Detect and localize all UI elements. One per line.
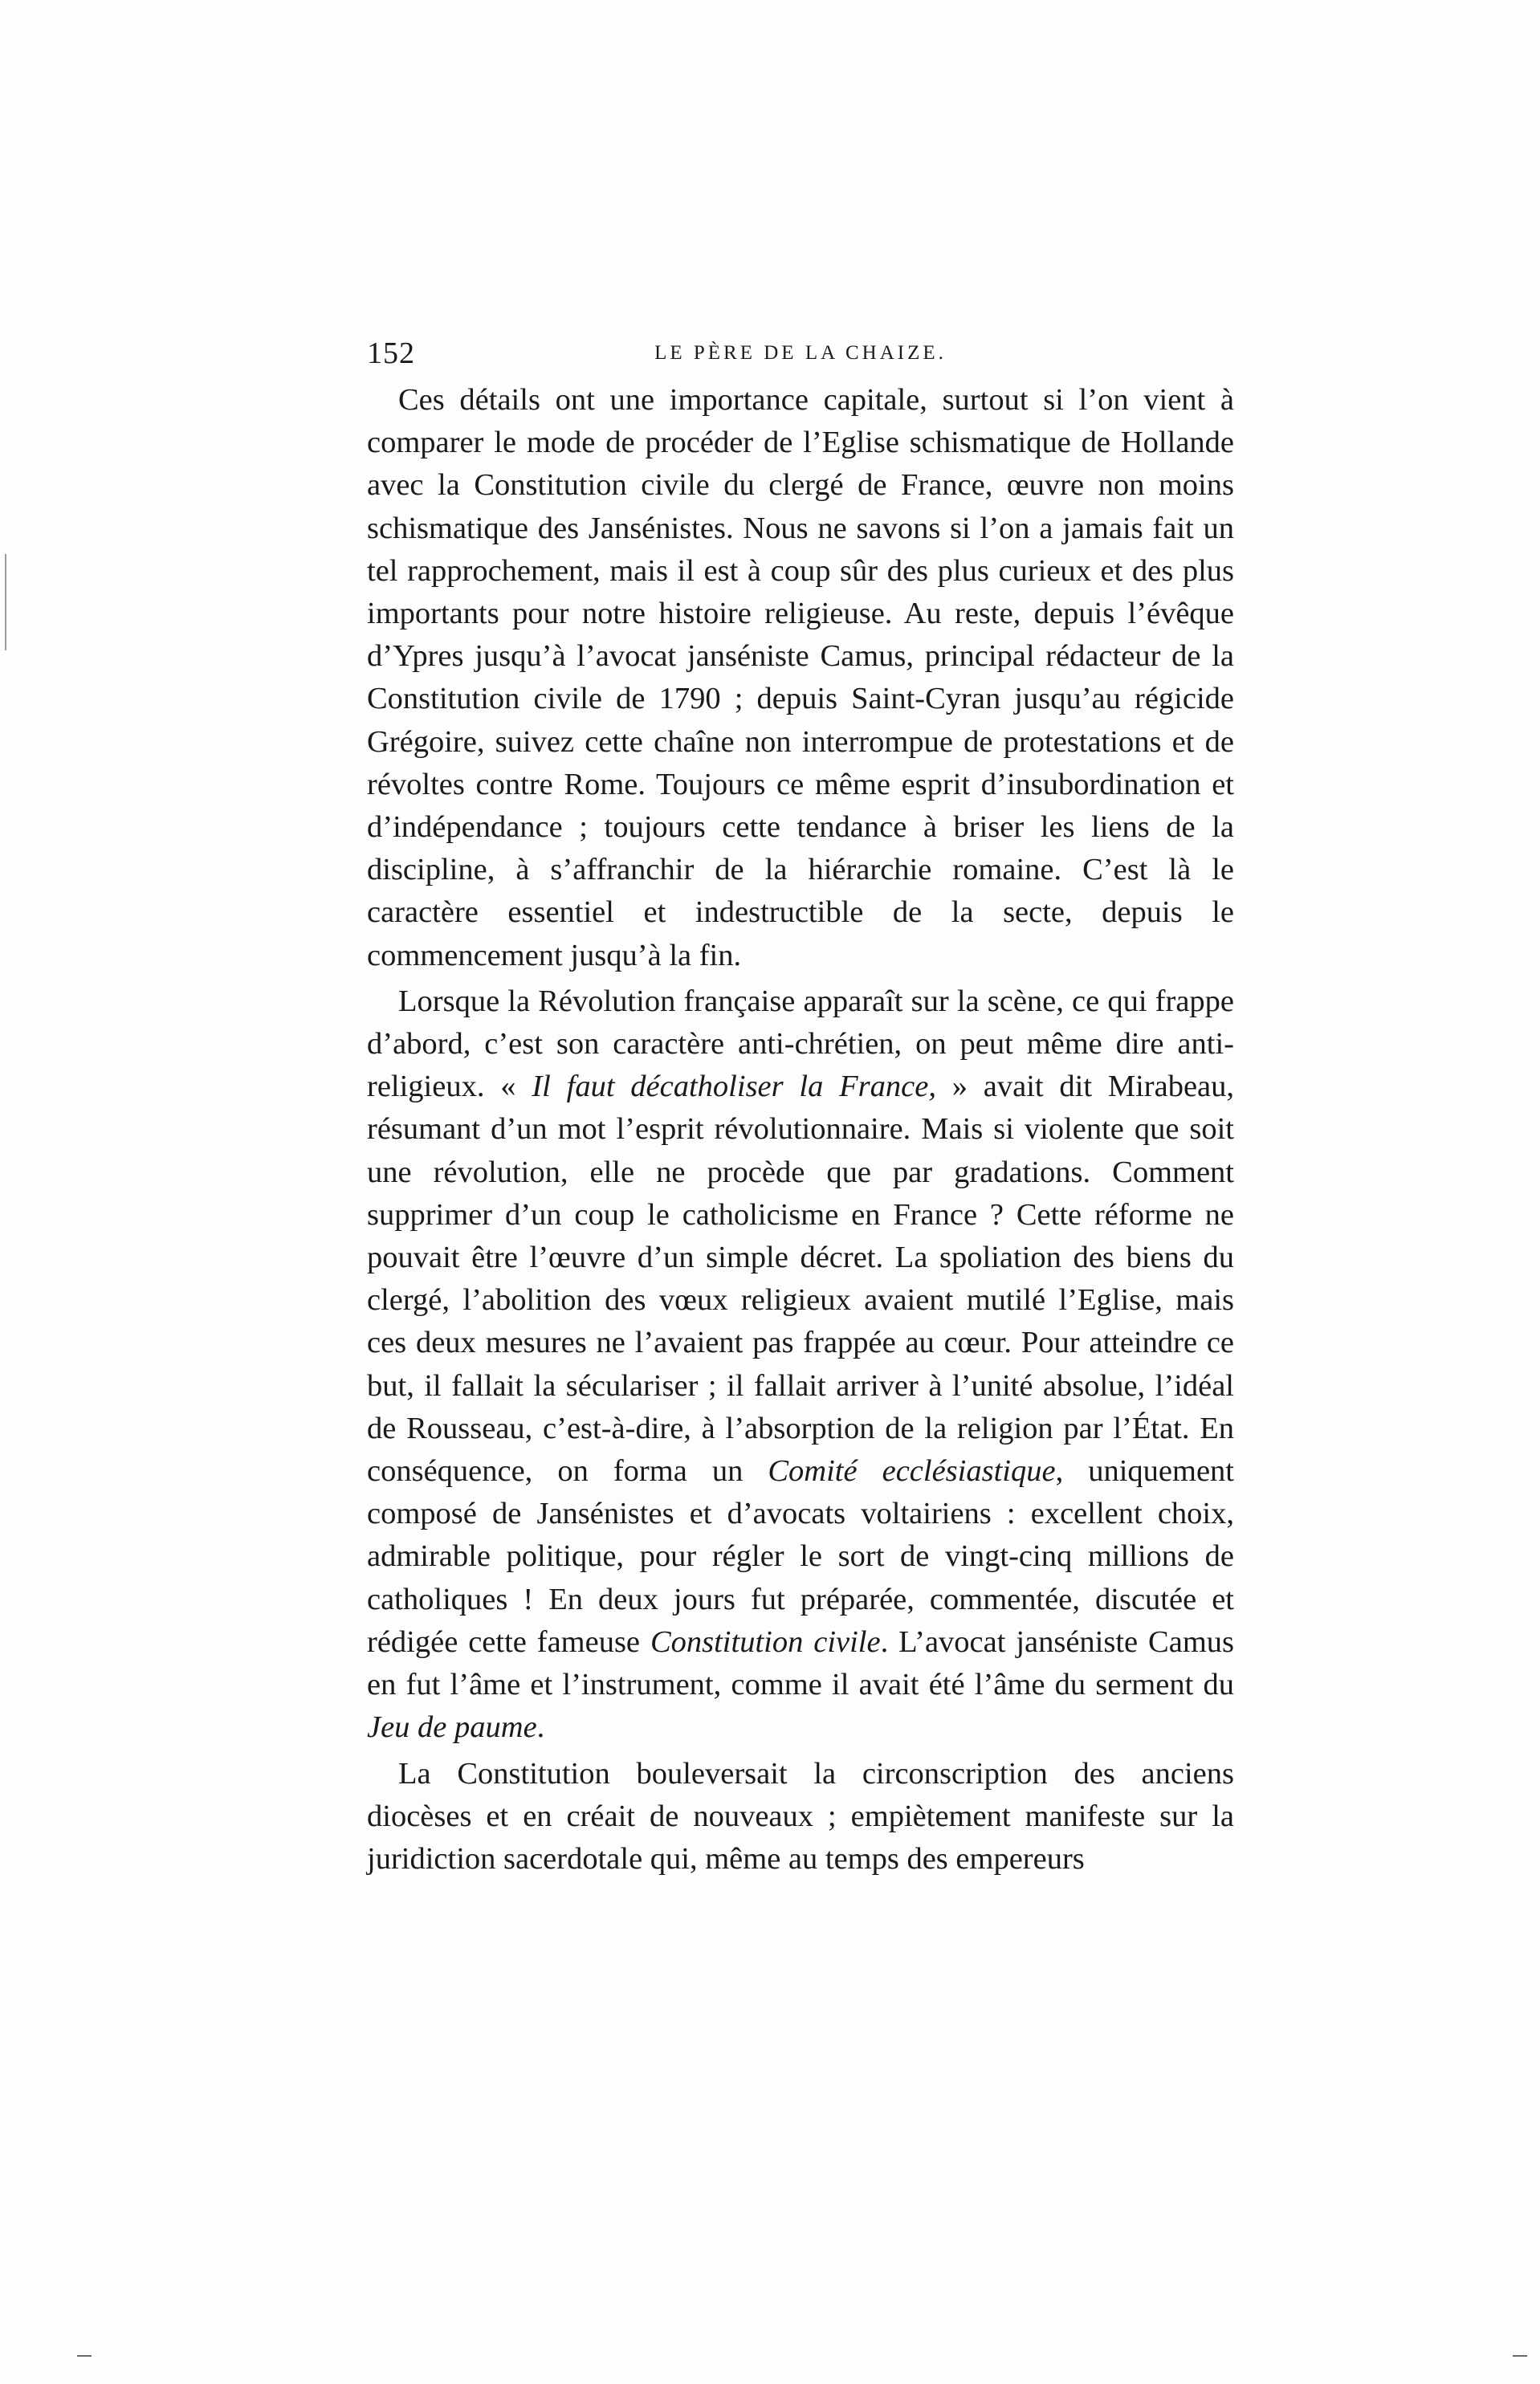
text-segment: . L’avocat janséniste Camus en fut l’âme et l’instrument, comme il avait été l’âme du serment du [367,1624,1234,1702]
italic-text-segment: Jeu de paume [367,1710,537,1745]
body-text [367,379,1234,1884]
text-segment: . [536,1710,545,1745]
left-margin-mark [5,554,6,650]
bottom-edge-speck [77,2355,92,2357]
paragraph [367,1753,1234,1881]
italic-text-segment: Constitution civile [650,1624,881,1659]
running-title: LE PÈRE DE LA CHAIZE. [654,342,947,364]
text-segment: » avait dit Mirabeau, résumant d’un mot l’esprit révolutionnaire. Mais si violente que soit une révolution, elle ne procède que par gradations. Comment supprimer d’un coup le catholicisme en France ? Cette réforme ne pouvait être l’œuvre d’un simple décret. La spoliation des biens du clergé, l’abolition des vœux religieux avaient mutilé l’Eglise, mais ces deux mesures ne l’avaient pas frappée au cœur. Pour atteindre ce but, il fallait la séculariser ; il fallait arriver à l’unité absolue, l’idéal de Rousseau, c’est-à-dire, à l’absorption de la religion par l’État. En conséquence, on forma un [367,1070,1234,1489]
paragraph [367,379,1234,977]
page-header [367,336,1234,376]
text-segment: Ces détails ont une importance capitale, surtout si l’on vient à comparer le mode de procéder de l’Eglise schismatique de Hollande avec la Constitution civile du clergé de France, œuvre non moins schismatique des Jansénistes. Nous ne savons si l’on a jamais fait un tel rapprochement, mais il est à coup sûr des plus curieux et des plus importants pour notre histoire religieuse. Au reste, depuis l’évêque d’Ypres jusqu’à l’avocat janséniste Camus, principal rédacteur de la Constitution civile de 1790 ; depuis Saint-Cyran jusqu’au régicide Grégoire, suivez cette chaîne non interrompue de protestations et de révoltes contre Rome. Toujours ce même esprit d’insubordination et d’indépendance ; toujours cette tendance à briser les liens de la discipline, à s’affranchir de la hiérarchie romaine. C’est là le caractère essentiel et indestructible de la secte, depuis le commencement jusqu’à la fin. [367,383,1234,972]
bottom-edge-speck [1513,2355,1527,2357]
text-segment: Lorsque la Révolution française apparaît sur la scène, ce qui frappe d’abord, c’est son caractère anti-chrétien, on peut même dire anti-religieux. « [367,984,1234,1104]
italic-text-segment: Comité ecclésiastique [768,1454,1056,1489]
italic-text-segment: Il faut décatholiser la France, [532,1070,936,1104]
paragraph [367,980,1234,1750]
page-number: 152 [367,336,415,370]
text-segment: La Constitution bouleversait la circonscription des anciens diocèses et en créait de nouveaux ; empiètement manifeste sur la juridiction sacerdotale qui, même au temps des empereurs [367,1756,1234,1876]
text-segment: , uniquement composé de Jansénistes et d’avocats voltairiens : excellent choix, admirable politique, pour régler le sort de vingt-cinq millions de catholiques ! En deux jours fut préparée, commentée, discutée et rédigée cette fameuse [367,1454,1235,1659]
